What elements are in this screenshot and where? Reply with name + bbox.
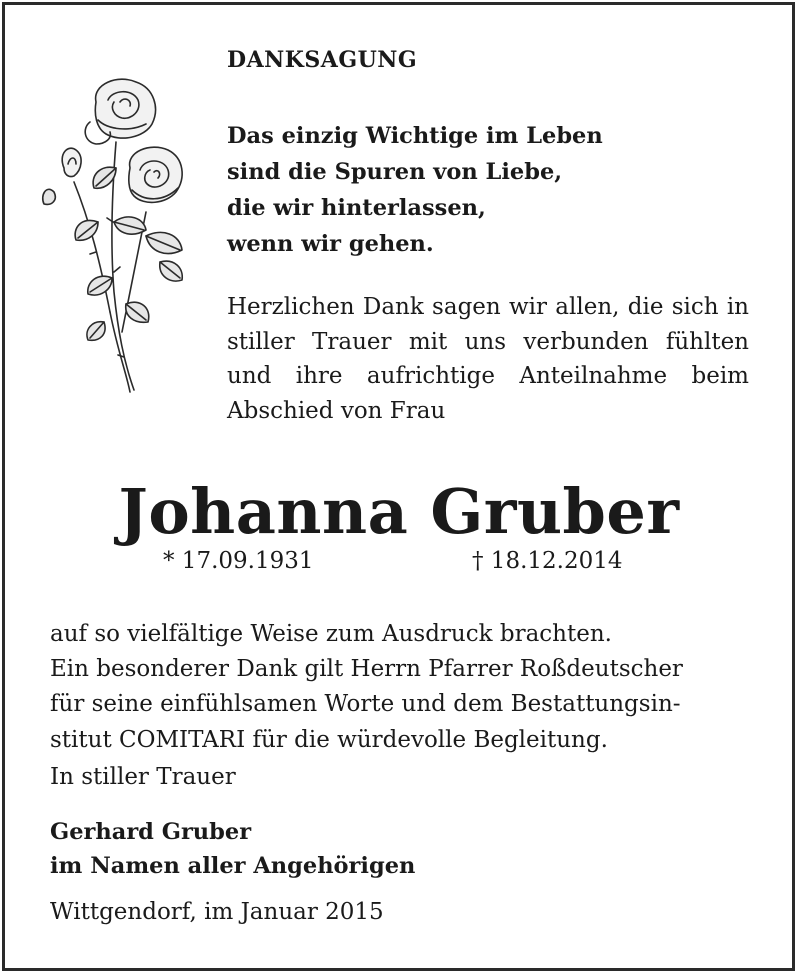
death-date: † 18.12.2014 bbox=[472, 548, 623, 574]
body-line: stitut COMITARI für die würdevolle Begleitung. bbox=[50, 726, 608, 753]
signature-subline: im Namen aller Angehörigen bbox=[50, 853, 416, 879]
quote-line: Das einzig Wichtige im Leben bbox=[227, 123, 603, 149]
thanks-paragraph: Herzlichen Dank sagen wir allen, die sich in stiller Trauer mit uns verbunden fühlten und ihre aufrichtige Anteilnahme beim Abschied von Frau bbox=[227, 294, 749, 424]
birth-date: * 17.09.1931 bbox=[163, 548, 314, 574]
quote-line: wenn wir gehen. bbox=[227, 231, 434, 257]
closing-phrase: In stiller Trauer bbox=[50, 764, 236, 790]
notice-heading: DANKSAGUNG bbox=[227, 47, 418, 73]
deceased-name bbox=[0, 475, 800, 548]
signature-block bbox=[50, 815, 415, 883]
body-paragraph bbox=[50, 617, 751, 758]
quote-block bbox=[227, 118, 603, 262]
signature-name: Gerhard Gruber bbox=[50, 819, 252, 845]
place-and-date: Wittgendorf, im Januar 2015 bbox=[50, 899, 384, 925]
quote-line: sind die Spuren von Liebe, bbox=[227, 159, 563, 185]
quote-line: die wir hinterlassen, bbox=[227, 195, 486, 221]
body-line: Ein besonderer Dank gilt Herrn Pfarrer Roßdeutscher bbox=[50, 656, 683, 683]
deceased-name-text: Johanna Gruber bbox=[118, 475, 680, 548]
body-line: auf so vielfältige Weise zum Ausdruck brachten. bbox=[50, 621, 612, 647]
rose-illustration-icon bbox=[34, 72, 194, 402]
body-line: für seine einfühlsamen Worte und dem Bestattungsin- bbox=[50, 691, 681, 718]
